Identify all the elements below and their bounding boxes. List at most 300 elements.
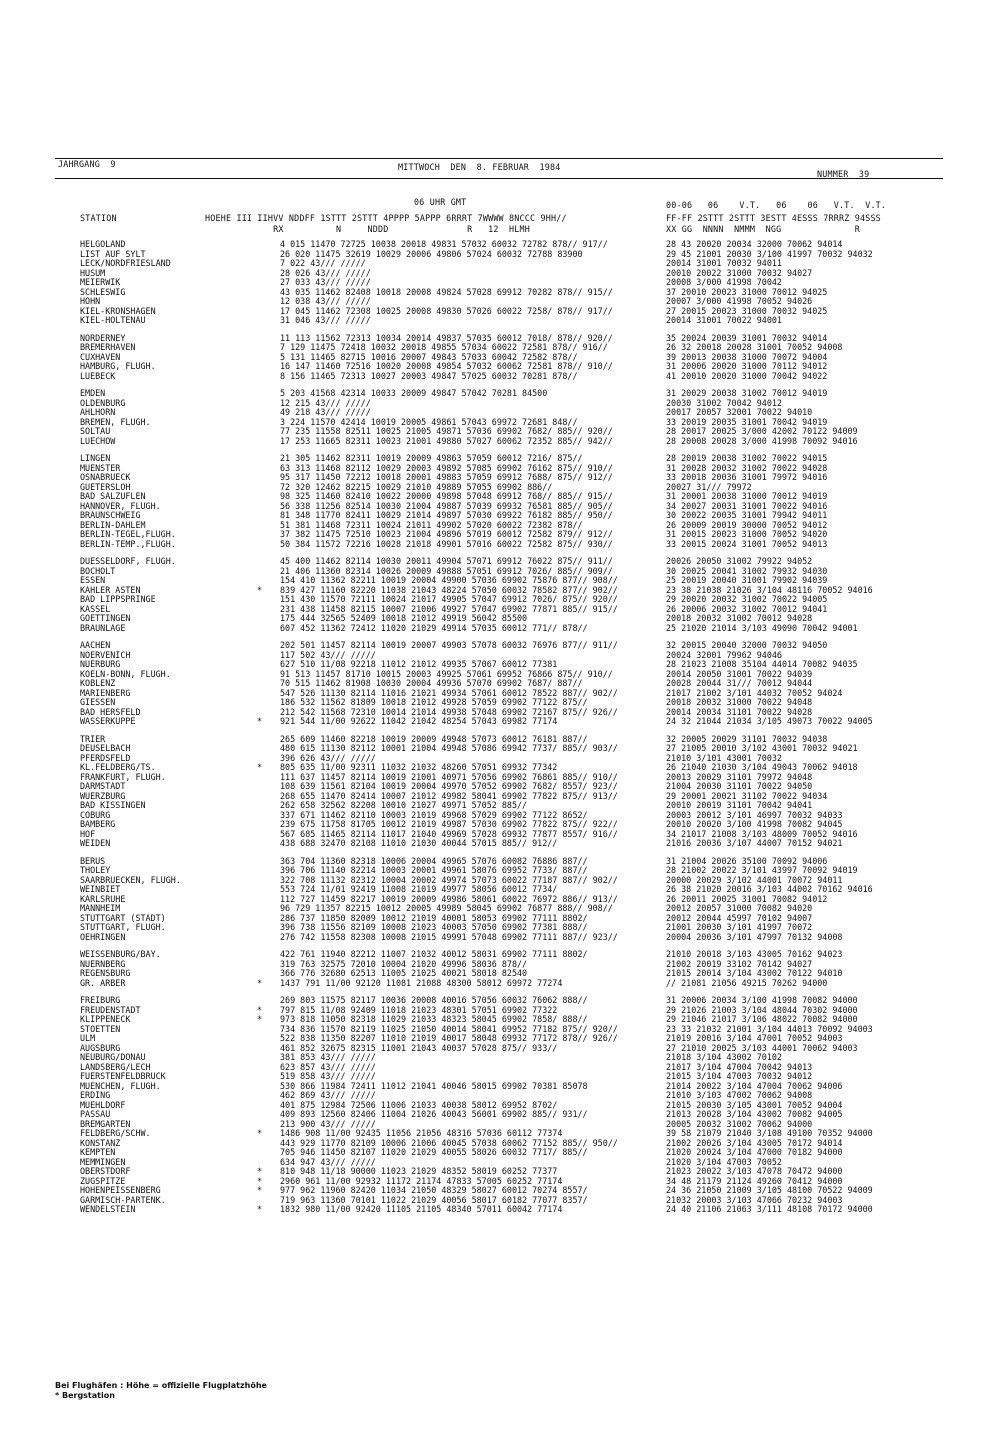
issue-number: NUMMER 39 bbox=[817, 169, 870, 179]
observation-codes: 8 156 11465 72313 10027 20003 49847 57025 60032 70281 878// bbox=[280, 370, 578, 381]
forecast-codes: 21020 3/104 47003 70052 bbox=[666, 1156, 782, 1167]
table-row bbox=[80, 1044, 940, 1054]
observation-codes: 719 963 11360 70101 11022 21029 40056 58017 60182 77077 8357/ bbox=[280, 1194, 588, 1205]
forecast-codes: 24 40 21106 21063 3/111 48108 70172 94000 bbox=[666, 1204, 873, 1214]
observation-codes: 12 215 43/// ///// bbox=[280, 397, 371, 408]
observation-codes: 202 501 11457 82114 10019 20007 49903 57078 60032 76976 877// 911// bbox=[280, 640, 618, 650]
forecast-codes: 31 20001 20038 31000 70012 94019 bbox=[666, 491, 828, 501]
forecast-codes: 20014 20050 31001 70022 94039 bbox=[666, 668, 813, 679]
observation-codes: 480 615 11130 82112 10001 21004 49948 57086 69942 7737/ 885// 903// bbox=[280, 743, 618, 753]
observation-codes: 409 893 12560 82406 11004 21026 40043 56001 69902 885// 931// bbox=[280, 1109, 588, 1119]
forecast-codes: 21020 20024 3/104 47000 70182 94000 bbox=[666, 1147, 843, 1157]
station-name: FRANKFURT, FLUGH. bbox=[80, 771, 166, 782]
station-name: LINGEN bbox=[80, 453, 111, 463]
forecast-codes: 21002 20019 33102 70142 94027 bbox=[666, 958, 813, 969]
table-row bbox=[80, 372, 940, 382]
forecast-codes: 31 20006 20034 3/100 41998 70082 94000 bbox=[666, 995, 858, 1005]
forecast-codes: 21017 3/104 47004 70042 94013 bbox=[666, 1061, 813, 1072]
forecast-codes: 32 20005 20029 31101 70032 94038 bbox=[666, 733, 828, 744]
observation-codes: 396 706 11140 82214 10003 20001 49961 58076 69952 7733/ 887// bbox=[280, 865, 588, 875]
forecast-codes: 21014 20022 3/104 47004 70062 94006 bbox=[666, 1080, 843, 1091]
obs-code-heading-2: RX N NDDD R 12 HLMH bbox=[205, 224, 531, 234]
forecast-codes: 21032 20003 3/103 47066 70232 94003 bbox=[666, 1194, 843, 1205]
forecast-codes: 20007 3/000 41998 70052 94026 bbox=[666, 296, 813, 306]
forecast-codes: 23 38 21038 21026 3/104 48116 70052 94016 bbox=[666, 584, 873, 595]
station-group bbox=[80, 857, 940, 943]
station-name: HANNOVER, FLUGH. bbox=[80, 500, 161, 511]
forecast-codes: 26 20006 20032 31002 70012 94041 bbox=[666, 603, 828, 614]
station-name: FUERSTENFELDBRUCK bbox=[80, 1071, 166, 1081]
station-name: KOELN-BONN, FLUGH. bbox=[80, 668, 171, 679]
observation-codes: 51 381 11468 72311 10024 21011 49902 57020 60022 72382 878// bbox=[280, 519, 583, 530]
forecast-codes: 39 20013 20038 31000 70072 94004 bbox=[666, 351, 828, 362]
table-row bbox=[80, 307, 940, 317]
station-name: FREIBURG bbox=[80, 995, 121, 1005]
forecast-codes: 25 21020 21014 3/103 49090 70042 94001 bbox=[666, 622, 858, 633]
forecast-codes: 23 33 21032 21001 3/104 44013 70092 94003 bbox=[666, 1023, 873, 1034]
forecast-codes: 28 21023 21008 35104 44014 70082 94035 bbox=[666, 659, 858, 669]
observation-codes: 56 338 11256 82514 10030 21004 49887 57039 69932 76581 885// 905// bbox=[280, 500, 613, 511]
station-name: WEISSENBURG/BAY. bbox=[80, 949, 161, 959]
observation-codes: 268 655 11470 82414 10007 21012 49982 58041 69902 77822 875// 913// bbox=[280, 790, 618, 801]
forecast-codes: 21010 3/103 47002 70062 94008 bbox=[666, 1090, 813, 1100]
observation-codes: 839 427 11160 82220 11038 21043 48224 57050 60032 78582 877// 902// bbox=[280, 584, 618, 595]
station-name: NORDERNEY bbox=[80, 332, 126, 343]
forecast-codes: 33 20019 20035 31001 70042 94019 bbox=[666, 416, 828, 427]
observation-codes: 11 113 11562 72313 10034 20014 49837 57035 60012 7018/ 878// 920// bbox=[280, 332, 613, 343]
observation-codes: 921 544 11/00 92622 11042 21042 48254 57043 69982 77174 bbox=[280, 716, 558, 726]
forecast-codes: 32 20015 20040 32000 70032 94050 bbox=[666, 640, 828, 650]
station-name: HOHENPEISSENBERG bbox=[80, 1185, 161, 1195]
table-row bbox=[80, 269, 940, 279]
station-name: WEIDEN bbox=[80, 838, 111, 848]
table-row bbox=[80, 744, 940, 754]
observation-codes: 231 438 11458 82115 10007 21006 49927 57047 69902 77871 885// 915// bbox=[280, 603, 618, 614]
observation-codes: 810 948 11/18 90000 11023 21029 48352 58019 60252 77377 bbox=[280, 1166, 558, 1176]
observation-codes: 186 532 11562 81809 10018 21012 49928 57059 69902 77122 875// bbox=[280, 697, 588, 707]
mountain-station-marker: * bbox=[257, 1128, 263, 1138]
observation-codes: 111 637 11457 82114 10019 21001 40971 57056 69902 76861 885// 910// bbox=[280, 771, 618, 782]
station-name: HELGOLAND bbox=[80, 239, 126, 249]
forecast-codes: 21019 20016 3/104 47001 70052 94003 bbox=[666, 1033, 843, 1043]
forecast-codes: 20012 20057 31000 70082 94020 bbox=[666, 903, 813, 913]
table-row bbox=[80, 839, 940, 849]
observation-codes: 269 803 11575 82117 10036 20008 40016 57056 60032 76062 888// bbox=[280, 995, 588, 1005]
observation-codes: 81 348 11770 82411 10029 21014 49897 57030 69922 76182 885// 950// bbox=[280, 510, 613, 520]
forecast-codes: 28 20017 20025 3/000 42002 70122 94009 bbox=[666, 426, 858, 436]
station-name: CUXHAVEN bbox=[80, 351, 121, 362]
observation-codes: 27 033 43/// ///// bbox=[280, 277, 371, 287]
table-row bbox=[80, 933, 940, 943]
forecast-codes: 25 20019 20040 31001 79902 94039 bbox=[666, 575, 828, 585]
forecast-codes: 20018 20032 31000 70022 94048 bbox=[666, 697, 813, 707]
forecast-codes: 21017 21002 3/101 44032 70052 94024 bbox=[666, 687, 843, 698]
station-name: KOBLENZ bbox=[80, 678, 116, 688]
station-name: WASSERKUPPE bbox=[80, 716, 136, 726]
station-name: KEMPTEN bbox=[80, 1147, 116, 1157]
forecast-codes: 31 20015 20023 31000 70052 94020 bbox=[666, 529, 828, 539]
mountain-station-marker: * bbox=[257, 716, 263, 726]
forecast-codes: 37 20010 20023 31000 70012 94025 bbox=[666, 286, 828, 297]
observation-codes: 5 131 11465 82715 10016 20007 49843 57033 60042 72582 878// bbox=[280, 351, 578, 362]
station-name: KONSTANZ bbox=[80, 1137, 121, 1148]
observation-codes: 72 320 12462 82215 10029 21010 49889 57055 69902 886// bbox=[280, 481, 553, 492]
station-name: NEUBURG/DONAU bbox=[80, 1052, 146, 1062]
station-name: TRIER bbox=[80, 733, 106, 744]
forecast-codes: 20012 20044 45997 70102 94007 bbox=[666, 912, 813, 923]
station-name: OBERSTDORF bbox=[80, 1166, 131, 1176]
airport-height-note: Bei Flughäfen : Höhe = offizielle Flugplatzhöhe bbox=[55, 1381, 267, 1390]
observation-codes: 4 015 11470 72725 10038 20018 49831 57032 60032 72782 878// 917// bbox=[280, 239, 608, 249]
mountain-station-marker: * bbox=[257, 1204, 263, 1214]
mountain-station-marker: * bbox=[257, 977, 263, 988]
station-name: OSNABRUECK bbox=[80, 472, 131, 482]
station-name: KLIPPENECK bbox=[80, 1014, 131, 1024]
observation-codes: 50 384 11572 72216 10028 21018 49901 57016 60022 72582 875// 930// bbox=[280, 538, 613, 549]
forecast-codes: 26 20009 20019 30000 70052 94012 bbox=[666, 519, 828, 530]
forecast-codes: 31 20028 20032 31002 70022 94028 bbox=[666, 462, 828, 473]
header-rule bbox=[55, 178, 943, 179]
forecast-codes: 21013 20028 3/104 43002 70082 94005 bbox=[666, 1109, 843, 1119]
observation-codes: 151 430 11570 72111 10024 21017 49905 57047 69912 7026/ 875// 920// bbox=[280, 594, 618, 604]
station-name: GOETTINGEN bbox=[80, 613, 131, 623]
station-group bbox=[80, 240, 940, 326]
station-name: STUTTGART, FLUGH. bbox=[80, 922, 166, 932]
observation-codes: 363 704 11360 82318 10006 20004 49965 57076 60082 76886 887// bbox=[280, 855, 588, 866]
forecast-codes: 20028 20044 31/// 70012 94044 bbox=[666, 678, 813, 688]
observation-codes: 212 542 11568 72310 10014 21014 49938 57048 69902 72167 875// 926// bbox=[280, 706, 618, 717]
observation-codes: 634 947 43/// ///// bbox=[280, 1156, 376, 1167]
forecast-codes: 21015 20014 3/104 43002 70122 94010 bbox=[666, 968, 843, 978]
station-name: ZUGSPITZE bbox=[80, 1175, 126, 1186]
forecast-codes: 33 20015 20024 31001 70052 94013 bbox=[666, 538, 828, 549]
station-name: BREMGARTEN bbox=[80, 1118, 131, 1129]
station-name: LECK/NORDFRIESLAND bbox=[80, 258, 171, 268]
table-row bbox=[80, 1205, 940, 1215]
forecast-codes: // 21081 21056 49215 70262 94000 bbox=[666, 977, 828, 988]
table-row bbox=[80, 979, 940, 989]
top-rule bbox=[55, 158, 943, 159]
station-name: MEIERWIK bbox=[80, 277, 121, 287]
station-name: NUERBURG bbox=[80, 659, 121, 669]
station-name: ERDING bbox=[80, 1090, 111, 1100]
forecast-codes: 33 20018 20036 31001 79972 94016 bbox=[666, 472, 828, 482]
station-name: BERLIN-TEMP.,FLUGH. bbox=[80, 538, 176, 549]
observation-codes: 37 382 11475 72510 10023 21004 49896 57019 60012 72582 879// 912// bbox=[280, 529, 613, 539]
observation-codes: 3 224 11570 42414 10019 20005 49861 57043 69972 72681 848// bbox=[280, 416, 578, 427]
mountain-station-marker: * bbox=[257, 1004, 263, 1015]
observation-codes: 21 305 11462 82311 10019 20009 49863 57059 60012 7216/ 875// bbox=[280, 453, 583, 463]
observation-codes: 175 444 32565 52409 10018 21012 49919 56042 85500 bbox=[280, 613, 528, 623]
station-name: THOLEY bbox=[80, 865, 111, 875]
forecast-codes: 34 21017 21008 3/103 48009 70052 94016 bbox=[666, 828, 858, 839]
station-name: GIESSEN bbox=[80, 697, 116, 707]
observation-codes: 63 313 11468 82112 10029 20003 49892 57085 69902 76162 875// 910// bbox=[280, 462, 613, 473]
station-group bbox=[80, 454, 940, 549]
station-name: LUEBECK bbox=[80, 370, 116, 381]
observation-codes: 77 235 11558 82511 10025 21005 49871 57036 69902 7682/ 885// 920// bbox=[280, 426, 613, 436]
station-column-heading: STATION bbox=[80, 213, 117, 223]
forecast-codes: 28 43 20020 20034 32000 70062 94014 bbox=[666, 239, 843, 249]
forecast-codes: 20030 31002 70042 94012 bbox=[666, 397, 782, 408]
observation-codes: 973 818 11050 82318 11029 21033 48323 58045 69902 7858/ 888// bbox=[280, 1014, 588, 1024]
observation-codes: 112 727 11459 82217 10019 20009 49986 58061 60022 76972 886// 913// bbox=[280, 893, 618, 904]
forecast-heading-0: 00-06 06 V.T. 06 06 V.T. V.T. bbox=[666, 200, 887, 210]
observation-codes: 262 658 32562 82208 10010 21027 49971 57052 885// bbox=[280, 800, 528, 810]
observation-codes: 797 815 11/08 92409 11018 21023 48301 57051 69902 77322 bbox=[280, 1004, 558, 1015]
forecast-codes: 21023 20022 3/103 47078 70472 94000 bbox=[666, 1166, 843, 1176]
observation-codes: 43 035 11462 82408 10018 20008 49824 57028 69912 70282 878// 915// bbox=[280, 286, 613, 297]
forecast-codes: 21002 20026 3/104 43005 70172 94014 bbox=[666, 1137, 843, 1148]
station-name: HAMBURG, FLUGH. bbox=[80, 361, 156, 371]
station-name: OEHRINGEN bbox=[80, 931, 126, 942]
station-name: MUENSTER bbox=[80, 462, 121, 473]
forecast-codes: 20017 20057 32001 70022 94010 bbox=[666, 407, 813, 417]
station-name: AHLHORN bbox=[80, 407, 116, 417]
station-name: KASSEL bbox=[80, 603, 111, 614]
forecast-codes: 20027 31/// 79972 bbox=[666, 481, 752, 492]
forecast-codes: 34 20027 20031 31001 70022 94016 bbox=[666, 500, 828, 511]
table-row bbox=[80, 389, 940, 399]
forecast-codes: 20010 20022 31000 70032 94027 bbox=[666, 267, 813, 278]
observation-codes: 17 045 11462 72308 10025 20008 49830 57026 60022 7258/ 878// 917// bbox=[280, 305, 613, 316]
mountain-station-marker: * bbox=[257, 1175, 263, 1186]
forecast-codes: 31 20006 20020 31000 70112 94012 bbox=[666, 361, 828, 371]
observation-codes: 45 400 11462 82114 10030 20011 49904 57071 69912 76022 875// 911// bbox=[280, 556, 613, 566]
station-name: FELDBERG/SCHW. bbox=[80, 1128, 151, 1138]
forecast-codes: 30 20022 20035 31001 79942 94011 bbox=[666, 510, 828, 520]
observation-codes: 461 852 32675 82315 11001 21043 40037 57028 875// 933// bbox=[280, 1042, 558, 1053]
mountain-station-marker: * bbox=[257, 584, 263, 595]
station-name: AUGSBURG bbox=[80, 1042, 121, 1053]
station-name: PASSAU bbox=[80, 1109, 111, 1119]
observation-codes: 337 671 11462 82110 10003 21019 49968 57029 69902 77122 8652/ bbox=[280, 809, 588, 820]
issue-date: MITTWOCH DEN 8. FEBRUAR 1984 bbox=[398, 162, 561, 172]
volume-label: JAHRGANG 9 bbox=[58, 159, 116, 169]
station-name: MEMMINGEN bbox=[80, 1156, 126, 1167]
station-name: BAD LIPPSPRINGE bbox=[80, 594, 156, 604]
station-name: DARMSTADT bbox=[80, 781, 126, 791]
observation-codes: 977 962 11960 82420 11034 21050 48329 58027 60012 70274 8557/ bbox=[280, 1185, 588, 1195]
station-name: COBURG bbox=[80, 809, 111, 820]
table-row bbox=[80, 624, 940, 634]
forecast-codes: 27 21005 20010 3/102 43001 70032 94021 bbox=[666, 743, 858, 753]
observation-codes: 553 724 11/01 92419 11008 21019 49977 58056 60012 7734/ bbox=[280, 884, 558, 894]
station-name: BAMBERG bbox=[80, 819, 116, 829]
station-name: GARMISCH-PARTENK. bbox=[80, 1194, 166, 1205]
station-name: WENDELSTEIN bbox=[80, 1204, 136, 1214]
forecast-codes: 20013 20029 31101 79972 94048 bbox=[666, 771, 813, 782]
station-name: BRAUNSCHWEIG bbox=[80, 510, 141, 520]
mountain-station-marker: * bbox=[257, 1166, 263, 1176]
observation-codes: 28 026 43/// ///// bbox=[280, 267, 371, 278]
forecast-codes: 28 21002 20022 3/101 43997 70092 94019 bbox=[666, 865, 858, 875]
station-name: HUSUM bbox=[80, 267, 106, 278]
forecast-codes: 20008 3/000 41998 70042 bbox=[666, 277, 782, 287]
station-name: WUERZBURG bbox=[80, 790, 126, 801]
station-name: FREUDENSTADT bbox=[80, 1004, 141, 1015]
forecast-codes: 27 20015 20023 31000 70032 94025 bbox=[666, 305, 828, 316]
forecast-codes: 21015 20030 3/105 43001 70052 94004 bbox=[666, 1099, 843, 1110]
forecast-codes: 26 38 21020 20016 3/103 44002 70162 94016 bbox=[666, 884, 873, 894]
station-name: STOETTEN bbox=[80, 1023, 121, 1034]
station-group bbox=[80, 950, 940, 988]
observation-codes: 265 609 11460 82218 10019 20009 49948 57073 60012 76181 887// bbox=[280, 733, 588, 744]
obs-code-heading-1: HOEHE III IIHVV NDDFF 1STTT 2STTT 4PPPP 5APPP 6RRRT 7WWWW 8NCCC 9HH// bbox=[205, 213, 567, 223]
station-table bbox=[80, 240, 940, 1223]
observation-codes: 49 218 43/// ///// bbox=[280, 407, 371, 417]
forecast-codes: 20010 20020 3/100 41998 70082 94045 bbox=[666, 819, 843, 829]
observation-codes: 70 515 11462 81908 10030 20004 49936 57070 69902 7687/ 887// bbox=[280, 678, 583, 688]
station-group bbox=[80, 641, 940, 727]
observation-codes: 1832 980 11/00 92420 11105 21105 48340 57011 60042 77174 bbox=[280, 1204, 563, 1214]
forecast-codes: 29 45 21001 20030 3/100 41997 70032 94032 bbox=[666, 248, 873, 259]
station-name: EMDEN bbox=[80, 388, 106, 398]
forecast-codes: 20004 20036 3/101 47997 70132 94008 bbox=[666, 931, 843, 942]
forecast-codes: 21010 3/101 43001 70032 bbox=[666, 752, 782, 763]
mountain-station-marker: * bbox=[257, 762, 263, 772]
forecast-codes: 30 20025 20041 31002 79932 94030 bbox=[666, 565, 828, 576]
observation-codes: 607 452 11362 72412 11020 21029 49914 57035 60012 771// 878// bbox=[280, 622, 588, 633]
footnotes bbox=[55, 1381, 267, 1401]
forecast-codes: 21016 20036 3/107 44007 70152 94021 bbox=[666, 838, 843, 848]
observation-codes: 462 869 43/// ///// bbox=[280, 1090, 376, 1100]
observation-codes: 1437 791 11/00 92120 11081 21088 48300 58012 69972 77274 bbox=[280, 977, 563, 988]
forecast-codes: 20014 31001 70032 94011 bbox=[666, 258, 782, 268]
forecast-codes: 27 21010 20025 3/103 44001 70062 94003 bbox=[666, 1042, 858, 1053]
forecast-codes: 24 32 21044 21034 3/105 49073 70022 94005 bbox=[666, 716, 873, 726]
station-name: DEUSELBACH bbox=[80, 743, 131, 753]
observation-codes: 443 929 11770 82109 10006 21006 40045 57038 60062 77152 885// 950// bbox=[280, 1137, 618, 1148]
station-name: DUESSELDORF, FLUGH. bbox=[80, 556, 176, 566]
forecast-codes: 28 20019 20038 31002 70022 94015 bbox=[666, 453, 828, 463]
station-name: NUERNBERG bbox=[80, 958, 126, 969]
mountain-station-note: * Bergstation bbox=[55, 1391, 115, 1400]
observation-codes: 519 858 43/// ///// bbox=[280, 1071, 376, 1081]
observation-codes: 98 325 11460 82410 10022 20000 49898 57048 69912 768// 885// 915// bbox=[280, 491, 613, 501]
station-name: KIEL-HOLTENAU bbox=[80, 315, 146, 325]
observation-codes: 96 729 11357 82215 10012 20005 49989 58045 69902 76877 888// 908// bbox=[280, 903, 613, 913]
forecast-codes: 21001 20030 3/101 41997 70072 bbox=[666, 922, 813, 932]
observation-codes: 627 510 11/08 92218 11012 21012 49935 57067 60012 77381 bbox=[280, 659, 558, 669]
observation-codes: 381 853 43/// ///// bbox=[280, 1052, 376, 1062]
station-name: KARLSRUHE bbox=[80, 893, 126, 904]
station-name: LIST AUF SYLT bbox=[80, 248, 146, 259]
forecast-codes: 21010 20018 3/103 43005 70162 94023 bbox=[666, 949, 843, 959]
forecast-codes: 21015 3/104 47003 70032 94012 bbox=[666, 1071, 813, 1081]
mountain-station-marker: * bbox=[257, 1185, 263, 1195]
observation-codes: 734 836 11570 82119 11025 21050 40014 58041 69952 77182 875// 920// bbox=[280, 1023, 618, 1034]
station-name: KIEL-KRONSHAGEN bbox=[80, 305, 156, 316]
forecast-codes: 24 36 21050 21009 3/105 48100 70522 94009 bbox=[666, 1185, 873, 1195]
station-name: BOCHOLT bbox=[80, 565, 116, 576]
forecast-heading-2: XX GG NNNN NMMM NGG R bbox=[666, 224, 860, 234]
forecast-codes: 20010 20019 31101 70042 94041 bbox=[666, 800, 813, 810]
observation-codes: 21 406 11360 82314 10026 20009 49888 57051 69912 7026/ 885// 909// bbox=[280, 565, 613, 576]
forecast-codes: 20014 31001 70022 94001 bbox=[666, 315, 782, 325]
forecast-heading-1: FF-FF 2STTT 2STTT 3ESTT 4ESSS 7RRRZ 94SSS bbox=[666, 213, 881, 223]
station-name: BRAUNLAGE bbox=[80, 622, 126, 633]
station-name: SAARBRUECKEN, FLUGH. bbox=[80, 874, 181, 885]
observation-codes: 522 838 11350 82207 11010 21019 40017 58048 69932 77172 878// 926// bbox=[280, 1033, 618, 1043]
observation-codes: 547 526 11130 82114 11016 21021 49934 57061 60012 78522 887// 902// bbox=[280, 687, 618, 698]
station-name: STUTTGART (STADT) bbox=[80, 912, 166, 923]
forecast-codes: 29 20001 20021 31102 70022 94034 bbox=[666, 790, 828, 801]
table-row bbox=[80, 1148, 940, 1158]
observation-codes: 17 253 11665 82311 10023 21001 49880 57027 60062 72352 885// 942// bbox=[280, 435, 613, 446]
forecast-codes: 26 21040 21030 3/104 49043 70062 94018 bbox=[666, 762, 858, 772]
station-name: OLDENBURG bbox=[80, 397, 126, 408]
station-name: LUECHOW bbox=[80, 435, 116, 446]
forecast-codes: 21004 20030 31101 70022 94050 bbox=[666, 781, 813, 791]
observation-codes: 276 742 11558 82308 10008 21015 49991 57048 69902 77111 887// 923// bbox=[280, 931, 618, 942]
forecast-codes: 21018 3/104 43002 70102 bbox=[666, 1052, 782, 1062]
observation-codes: 2960 961 11/00 92932 11172 21174 47833 57005 60252 77174 bbox=[280, 1175, 563, 1186]
observation-codes: 26 020 11475 32619 10029 20006 49806 57024 60032 72788 83900 bbox=[280, 248, 583, 259]
station-name: AACHEN bbox=[80, 640, 111, 650]
table-row bbox=[80, 316, 940, 326]
station-name: LANDSBERG/LECH bbox=[80, 1061, 151, 1072]
observation-codes: 366 776 32680 62513 11005 21025 40021 58018 82540 bbox=[280, 968, 528, 978]
station-name: HOHN bbox=[80, 296, 101, 306]
station-name: BAD KISSINGEN bbox=[80, 800, 146, 810]
observation-codes: 805 635 11/00 92311 11032 21032 48260 57051 69932 77342 bbox=[280, 762, 558, 772]
station-name: BERLIN-DAHLEM bbox=[80, 519, 146, 530]
observation-codes: 322 708 11132 82312 10004 20002 49974 57073 60022 77187 887// 902// bbox=[280, 874, 618, 885]
observation-codes: 438 688 32470 82108 11010 21030 40044 57015 885// 912// bbox=[280, 838, 558, 848]
observation-codes: 239 675 11758 81705 10012 21019 49987 57030 69902 77822 875// 922// bbox=[280, 819, 618, 829]
station-name: MANNHEIM bbox=[80, 903, 121, 913]
station-name: MUENCHEN, FLUGH. bbox=[80, 1080, 161, 1091]
observation-codes: 154 410 11362 82211 10019 20004 49900 57036 69902 75876 877// 908// bbox=[280, 575, 618, 585]
observation-codes: 213 900 43/// ///// bbox=[280, 1118, 376, 1129]
observation-codes: 530 866 11984 72411 11012 21041 40046 58015 69902 70381 85078 bbox=[280, 1080, 588, 1091]
table-row bbox=[80, 717, 940, 727]
station-name: MUEHLDORF bbox=[80, 1099, 126, 1110]
station-name: BERLIN-TEGEL,FLUGH. bbox=[80, 529, 176, 539]
observation-codes: 396 738 11556 82109 10008 21023 40003 57050 69902 77381 888// bbox=[280, 922, 588, 932]
forecast-codes: 20005 20032 31002 70062 94000 bbox=[666, 1118, 813, 1129]
forecast-codes: 29 21046 21017 3/106 48022 70082 94000 bbox=[666, 1014, 858, 1024]
station-name: MARIENBERG bbox=[80, 687, 131, 698]
observation-codes: 5 203 41568 42314 10033 20009 49847 57042 70281 84500 bbox=[280, 388, 548, 398]
observation-codes: 117 502 43/// ///// bbox=[280, 649, 376, 660]
station-name: GUETERSLOH bbox=[80, 481, 131, 492]
observation-codes: 286 737 11850 82009 10012 21019 40001 58053 69902 77111 8802/ bbox=[280, 912, 588, 923]
table-row bbox=[80, 540, 940, 550]
station-group bbox=[80, 389, 940, 446]
station-name: GR. ARBER bbox=[80, 977, 126, 988]
station-group bbox=[80, 334, 940, 382]
station-name: BREMERHAVEN bbox=[80, 342, 136, 352]
forecast-codes: 29 21026 21003 3/104 48044 70302 94000 bbox=[666, 1004, 858, 1015]
forecast-codes: 20026 20050 31002 79922 94052 bbox=[666, 556, 813, 566]
station-name: BAD HERSFELD bbox=[80, 706, 141, 717]
table-row bbox=[80, 437, 940, 447]
observation-codes: 108 639 11561 82104 10019 20004 49970 57052 69902 7682/ 8557/ 923// bbox=[280, 781, 618, 791]
station-group bbox=[80, 996, 940, 1215]
station-name: BAD SALZUFLEN bbox=[80, 491, 146, 501]
forecast-codes: 20000 20029 3/102 44001 70072 94011 bbox=[666, 874, 843, 885]
observation-codes: 91 513 11457 81710 10015 20003 49925 57061 69952 76866 875// 910// bbox=[280, 668, 613, 679]
mountain-station-marker: * bbox=[257, 1014, 263, 1024]
observation-codes: 396 626 43/// ///// bbox=[280, 752, 376, 763]
observation-codes: 7 022 43/// ///// bbox=[280, 258, 366, 268]
forecast-codes: 29 20020 20032 31002 70022 94005 bbox=[666, 594, 828, 604]
forecast-codes: 20024 32001 79962 94046 bbox=[666, 649, 782, 660]
forecast-codes: 31 21004 20026 35100 70092 94006 bbox=[666, 855, 828, 866]
observation-codes: 95 317 11450 72212 10018 20001 49883 57059 69912 7688/ 875// 912// bbox=[280, 472, 613, 482]
